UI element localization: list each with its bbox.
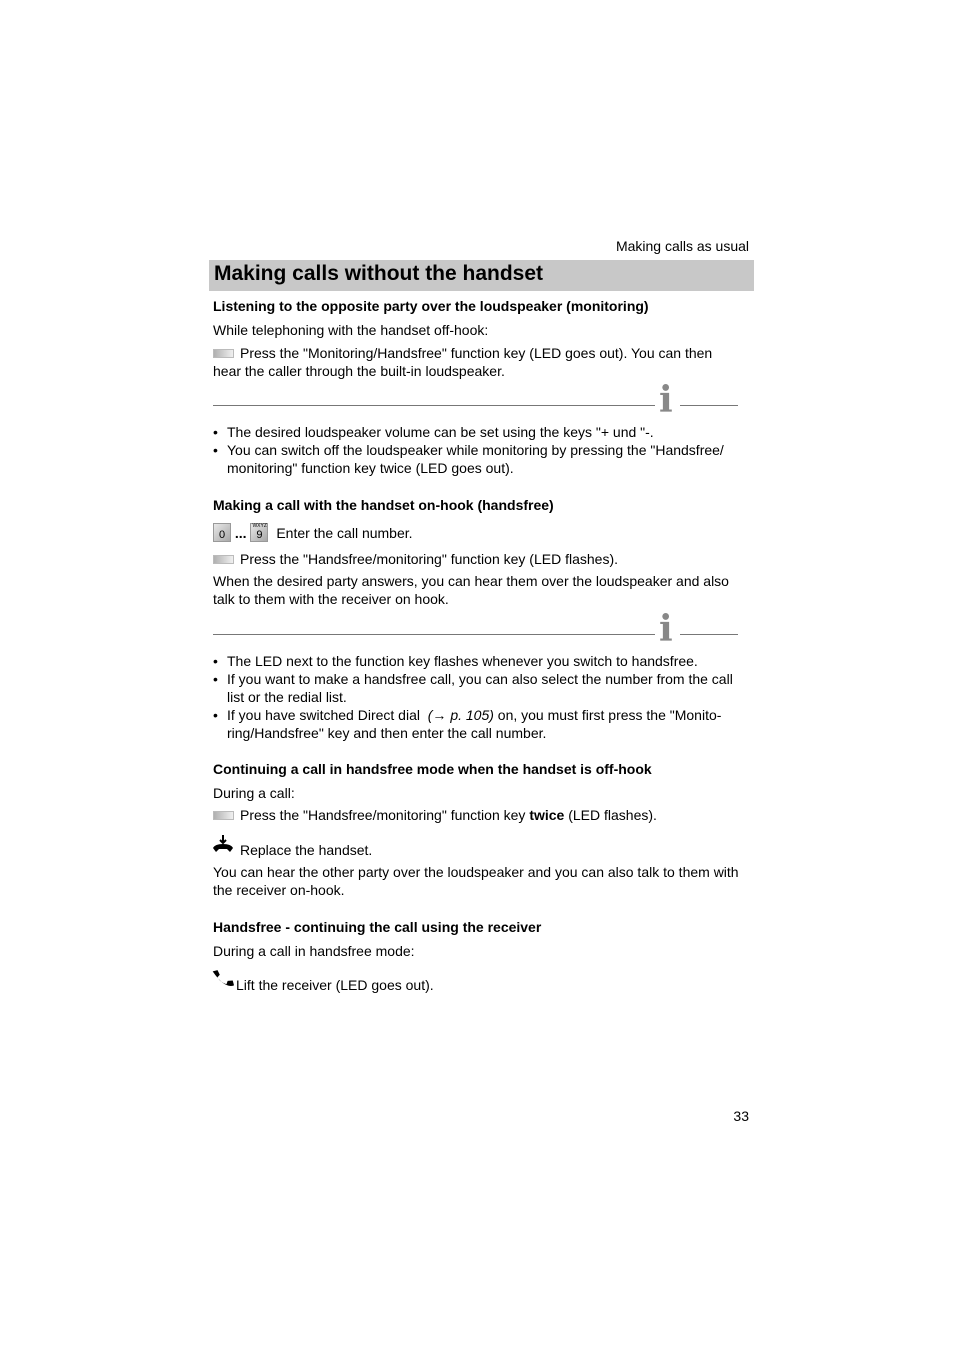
lift-receiver-text: Lift the receiver (LED goes out).: [236, 977, 434, 993]
info-divider: [680, 634, 738, 635]
receiver-heading: Handsfree - continuing the call using the receiver: [213, 919, 542, 935]
continuing-key-step: Press the "Handsfree/monitoring" function key twice (LED flashes).: [213, 806, 657, 824]
monitoring-step-line1: Press the "Monitoring/Handsfree" function key (LED goes out). You can then: [240, 345, 713, 361]
function-key-icon: [213, 811, 234, 820]
page-title: Making calls without the handset: [214, 262, 544, 285]
replace-handset-text: Replace the handset.: [240, 842, 373, 858]
replace-handset-icon: [212, 834, 234, 863]
list-item: • You can switch off the loudspeaker while monitoring by pressing the "Handsfree/ monitoring" function key twice (LED goes out).: [213, 441, 753, 477]
info-icon: i: [659, 608, 673, 650]
handsfree-paragraph: When the desired party answers, you can hear them over the loudspeaker and also talk to them with the receiver on hook.: [213, 573, 729, 607]
function-key-icon: [213, 349, 234, 358]
list-item: • If you want to make a handsfree call, you can also select the number from the call list or the redial list.: [213, 670, 758, 706]
page-reference: (→ p. 105): [427, 707, 494, 723]
info-divider: [680, 405, 738, 406]
title-bar: [209, 260, 754, 291]
monitoring-intro: While telephoning with the handset off-hook:: [213, 322, 489, 338]
handsfree-key-step: Press the "Handsfree/monitoring" function key (LED flashes).: [213, 550, 618, 568]
monitoring-step: [213, 344, 758, 380]
list-item: • The desired loudspeaker volume can be set using the keys "+ und "-.: [213, 423, 753, 441]
enter-number-step: [213, 523, 413, 542]
continuing-intro: During a call:: [213, 785, 295, 801]
function-key-icon: [213, 555, 234, 564]
continuing-heading: Continuing a call in handsfree mode when the handset is off-hook: [213, 761, 652, 777]
running-header: Making calls as usual: [615, 238, 749, 254]
monitoring-heading: Listening to the opposite party over the loudspeaker (monitoring): [213, 298, 649, 314]
receiver-intro: During a call in handsfree mode:: [213, 943, 415, 959]
info-divider: [213, 405, 655, 406]
info-icon: i: [659, 379, 673, 421]
list-item: • If you have switched Direct dial (→ p. 105) on, you must first press the "Monito- ring/Handsfree" key and then enter the call number.: [213, 706, 758, 742]
handsfree-heading: Making a call with the handset on-hook (handsfree): [213, 497, 554, 513]
monitoring-notes: [213, 423, 753, 477]
continuing-paragraph: You can hear the other party over the loudspeaker and you can also talk to them with the receiver on-hook.: [213, 864, 739, 898]
monitoring-step-line2: hear the caller through the built-in loudspeaker.: [213, 363, 505, 379]
lift-receiver-icon: [212, 967, 234, 998]
key-9-icon: WXYZ 9: [252, 523, 267, 541]
enter-number-text: Enter the call number.: [276, 525, 413, 541]
handsfree-notes: [213, 652, 758, 742]
info-divider: [213, 634, 655, 635]
list-item: • The LED next to the function key flashes whenever you switch to handsfree.: [213, 652, 758, 670]
key-range-ellipsis: ...: [234, 525, 247, 541]
key-0-icon: 0: [213, 523, 231, 542]
page-number: 33: [733, 1108, 749, 1124]
